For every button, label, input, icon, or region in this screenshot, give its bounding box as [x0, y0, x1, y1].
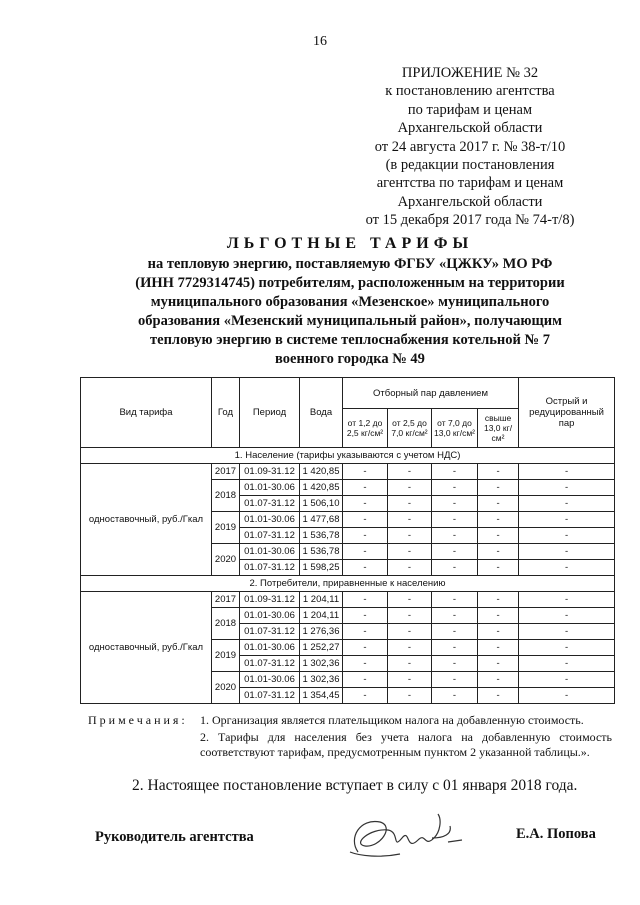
empty-cell: - — [343, 496, 388, 512]
empty-cell: - — [343, 608, 388, 624]
header-steam: Отборный пар давлением — [343, 378, 519, 409]
header-steam-col-3: от 7,0 до 13,0 кг/см² — [432, 409, 478, 448]
empty-cell: - — [343, 544, 388, 560]
water-value-cell: 1 302,36 — [300, 656, 343, 672]
water-value-cell: 1 536,78 — [300, 544, 343, 560]
empty-cell: - — [478, 624, 519, 640]
water-value-cell: 1 420,85 — [300, 480, 343, 496]
empty-cell: - — [388, 672, 432, 688]
period-cell: 01.01-30.06 — [240, 640, 300, 656]
water-value-cell: 1 302,36 — [300, 672, 343, 688]
water-value-cell: 1 276,36 — [300, 624, 343, 640]
empty-cell: - — [388, 592, 432, 608]
empty-cell: - — [519, 560, 615, 576]
empty-cell: - — [519, 624, 615, 640]
header-tariff-type: Вид тарифа — [81, 378, 212, 448]
appendix-line: по тарифам и ценам — [407, 101, 533, 118]
tariff-type-cell: одноставочный, руб./Гкал — [81, 592, 212, 704]
period-cell: 01.01-30.06 — [240, 672, 300, 688]
notes-label: Примечания: — [88, 713, 188, 727]
empty-cell: - — [478, 480, 519, 496]
empty-cell: - — [478, 656, 519, 672]
period-cell: 01.07-31.12 — [240, 688, 300, 704]
empty-cell: - — [478, 592, 519, 608]
empty-cell: - — [432, 672, 478, 688]
empty-cell: - — [343, 672, 388, 688]
subtitle-line: военного городка № 49 — [275, 351, 425, 367]
period-cell: 01.07-31.12 — [240, 560, 300, 576]
header-steam-col-1: от 1,2 до 2,5 кг/см² — [343, 409, 388, 448]
water-value-cell: 1 204,11 — [300, 592, 343, 608]
appendix-line: (в редакции постановления — [385, 157, 555, 174]
water-value-cell: 1 204,11 — [300, 608, 343, 624]
empty-cell: - — [519, 480, 615, 496]
header-water: Вода — [300, 378, 343, 448]
year-cell: 2018 — [212, 608, 240, 640]
empty-cell: - — [343, 560, 388, 576]
section-row — [81, 576, 615, 592]
period-cell: 01.01-30.06 — [240, 512, 300, 528]
period-cell: 01.07-31.12 — [240, 656, 300, 672]
note-item: 2. Тарифы для населения без учета налога на добавленную стоимость соответствуют тарифам, предусмотренным пунктом 2 указанной таблицы.». — [200, 730, 612, 759]
empty-cell: - — [432, 528, 478, 544]
empty-cell: - — [388, 608, 432, 624]
empty-cell: - — [432, 480, 478, 496]
period-cell: 01.07-31.12 — [240, 528, 300, 544]
water-value-cell: 1 354,45 — [300, 688, 343, 704]
period-cell: 01.07-31.12 — [240, 624, 300, 640]
empty-cell: - — [343, 624, 388, 640]
year-cell: 2019 — [212, 640, 240, 672]
page-number: 16 — [313, 34, 327, 49]
appendix-line: от 15 декабря 2017 года № 74-т/8) — [365, 212, 575, 229]
empty-cell: - — [432, 688, 478, 704]
subtitle-line: образования «Мезенский муниципальный район», получающим — [138, 313, 562, 329]
appendix-line: к постановлению агентства — [385, 83, 555, 100]
empty-cell: - — [343, 512, 388, 528]
signature-name: Е.А. Попова — [516, 826, 596, 842]
empty-cell: - — [519, 544, 615, 560]
empty-cell: - — [343, 480, 388, 496]
empty-cell: - — [388, 528, 432, 544]
water-value-cell: 1 536,78 — [300, 528, 343, 544]
tariff-table-body — [81, 448, 615, 704]
empty-cell: - — [343, 528, 388, 544]
period-cell: 01.01-30.06 — [240, 480, 300, 496]
header-period: Период — [240, 378, 300, 448]
subtitle-line: тепловую энергию в системе теплоснабжения котельной № 7 — [150, 332, 550, 348]
empty-cell: - — [478, 544, 519, 560]
empty-cell: - — [478, 640, 519, 656]
section-row — [81, 448, 615, 464]
appendix-line: от 24 августа 2017 г. № 38-т/10 — [374, 138, 566, 155]
section-title: 2. Потребители, приравненные к населению — [81, 576, 615, 592]
section-title: 1. Население (тарифы указываются с учетом НДС) — [81, 448, 615, 464]
empty-cell: - — [519, 528, 615, 544]
note-item: 1. Организация является плательщиком налога на добавленную стоимость. — [200, 713, 584, 727]
year-cell: 2017 — [212, 592, 240, 608]
water-value-cell: 1 252,27 — [300, 640, 343, 656]
empty-cell: - — [519, 672, 615, 688]
empty-cell: - — [432, 624, 478, 640]
empty-cell: - — [519, 464, 615, 480]
empty-cell: - — [343, 656, 388, 672]
document-title: ЛЬГОТНЫЕ ТАРИФЫ — [226, 235, 474, 252]
empty-cell: - — [388, 640, 432, 656]
appendix-line: ПРИЛОЖЕНИЕ № 32 — [401, 65, 539, 81]
empty-cell: - — [432, 464, 478, 480]
table-row — [81, 464, 615, 480]
empty-cell: - — [478, 512, 519, 528]
period-cell: 01.09-31.12 — [240, 592, 300, 608]
year-cell: 2018 — [212, 480, 240, 512]
year-cell: 2017 — [212, 464, 240, 480]
empty-cell: - — [519, 592, 615, 608]
tariff-type-cell: одноставочный, руб./Гкал — [81, 464, 212, 576]
empty-cell: - — [388, 688, 432, 704]
empty-cell: - — [478, 496, 519, 512]
empty-cell: - — [388, 480, 432, 496]
empty-cell: - — [388, 512, 432, 528]
notes-list — [200, 713, 612, 762]
empty-cell: - — [519, 640, 615, 656]
empty-cell: - — [519, 688, 615, 704]
empty-cell: - — [478, 608, 519, 624]
document-subtitle — [100, 255, 600, 369]
header-sharp-steam: Острый и редуцированный пар — [519, 378, 615, 448]
empty-cell: - — [388, 560, 432, 576]
year-cell: 2020 — [212, 544, 240, 576]
header-year: Год — [212, 378, 240, 448]
empty-cell: - — [343, 464, 388, 480]
water-value-cell: 1 420,85 — [300, 464, 343, 480]
header-steam-col-2: от 2,5 до 7,0 кг/см² — [388, 409, 432, 448]
empty-cell: - — [388, 544, 432, 560]
period-cell: 01.01-30.06 — [240, 608, 300, 624]
year-cell: 2020 — [212, 672, 240, 704]
empty-cell: - — [388, 656, 432, 672]
tariff-table — [80, 377, 615, 704]
appendix-header — [340, 64, 600, 230]
table-row — [81, 592, 615, 608]
appendix-line: Архангельской области — [397, 193, 543, 210]
appendix-line: агентства по тарифам и ценам — [376, 175, 564, 192]
water-value-cell: 1 477,68 — [300, 512, 343, 528]
empty-cell: - — [478, 560, 519, 576]
subtitle-line: (ИНН 7729314745) потребителям, расположенным на территории — [135, 275, 565, 291]
signature-title: Руководитель агентства — [95, 829, 254, 845]
empty-cell: - — [432, 496, 478, 512]
empty-cell: - — [432, 560, 478, 576]
empty-cell: - — [343, 592, 388, 608]
subtitle-line: на тепловую энергию, поставляемую ФГБУ «ЦЖКУ» МО РФ — [147, 256, 553, 272]
empty-cell: - — [478, 688, 519, 704]
period-cell: 01.07-31.12 — [240, 496, 300, 512]
appendix-line: Архангельской области — [397, 120, 543, 137]
subtitle-line: муниципального образования «Мезенское» муниципального — [150, 294, 550, 310]
empty-cell: - — [432, 544, 478, 560]
empty-cell: - — [432, 608, 478, 624]
handwritten-signature — [340, 808, 480, 864]
period-cell: 01.01-30.06 — [240, 544, 300, 560]
water-value-cell: 1 506,10 — [300, 496, 343, 512]
empty-cell: - — [478, 528, 519, 544]
year-cell: 2019 — [212, 512, 240, 544]
empty-cell: - — [519, 496, 615, 512]
header-steam-col-4: свыше 13,0 кг/см² — [478, 409, 519, 448]
empty-cell: - — [519, 512, 615, 528]
empty-cell: - — [388, 624, 432, 640]
final-clause: 2. Настоящее постановление вступает в силу с 01 января 2018 года. — [132, 777, 578, 794]
empty-cell: - — [519, 608, 615, 624]
empty-cell: - — [478, 464, 519, 480]
empty-cell: - — [343, 640, 388, 656]
empty-cell: - — [388, 464, 432, 480]
empty-cell: - — [432, 512, 478, 528]
empty-cell: - — [388, 496, 432, 512]
empty-cell: - — [519, 656, 615, 672]
water-value-cell: 1 598,25 — [300, 560, 343, 576]
empty-cell: - — [478, 672, 519, 688]
empty-cell: - — [432, 656, 478, 672]
empty-cell: - — [432, 592, 478, 608]
empty-cell: - — [343, 688, 388, 704]
period-cell: 01.09-31.12 — [240, 464, 300, 480]
title-block — [100, 233, 600, 369]
empty-cell: - — [432, 640, 478, 656]
